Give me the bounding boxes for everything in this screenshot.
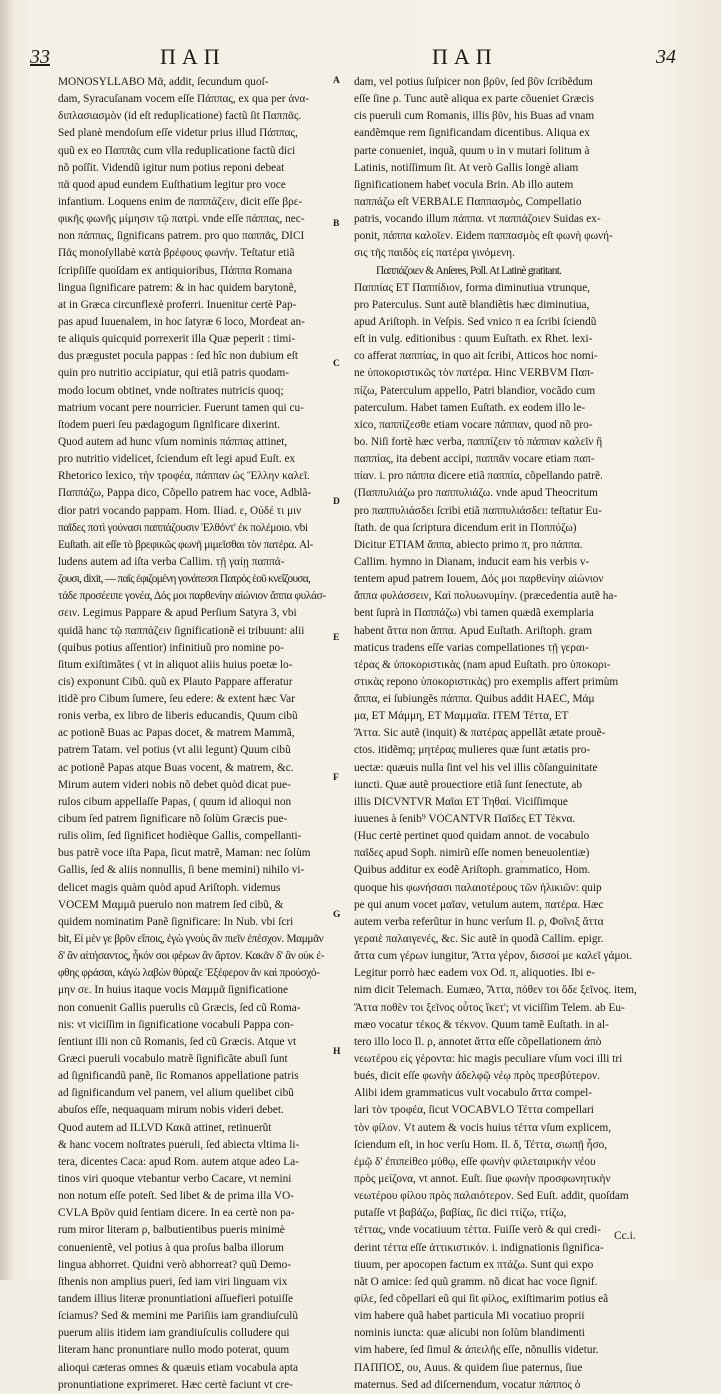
left-column-line: ronis verba, ex libro de liberis educandis, Quum cibũ	[58, 710, 298, 723]
right-page-number: 34	[656, 46, 676, 68]
left-column-line: ac potionẽ Buas ac Papas docet, & matrem Mammã,	[58, 727, 295, 740]
right-column-line: ſtath. de qua ſcriptura dicendum erit in Ποππύζω)	[354, 521, 577, 534]
right-column-line: παππάζω eſt VERBALE Παππασμὸς, Compellatio	[354, 195, 582, 208]
left-column-line: Quod autem ad hunc vſum nominis πάππας attinet,	[58, 435, 288, 448]
margin-letter-c: C	[333, 359, 340, 369]
left-column-line: pronuntiatione exprimeret. Hæc certè faciunt vt cre-	[58, 1378, 293, 1391]
left-column-line: ſthenis non amplius pueri, ſed iam viri linguam vix	[58, 1275, 288, 1288]
left-column-line: Quod autem ad ILLVD Κακᾶ attinet, retinuerũt	[58, 1121, 272, 1134]
left-column-line: cibum ſed patrem ſignificare nõ ſolùm Græcis pue-	[58, 813, 288, 826]
right-column-line: tiuum, per apocopen factum ex πτάζω. Sunt qui expo	[354, 1258, 594, 1271]
margin-letter-e: E	[333, 633, 340, 643]
right-column-line: apud Ariſtoph. in Veſpis. Sed vnico π ea ſcribi ſciendũ	[354, 315, 597, 328]
right-column-line: Παππάζοιεν & Anſeres, Poll. At Latinè gratitant.	[376, 264, 562, 277]
right-column-line: quoque his φωνήσασι παλαιοτέρους τῶν ἡλικιῶν: quip	[354, 881, 602, 894]
left-column-line: puerum aliis itidem iam grandiuſculis colludere qui	[58, 1327, 290, 1340]
left-column-line: φθης φράσαι, κἀγὼ λαβὼν θύραζε Ἐξέφερον ἂν καὶ προὐσχό-	[58, 967, 320, 980]
left-column-line: quidem nominatim Panẽ ſignificare: In Nub. vbi ſcri	[58, 915, 294, 928]
left-column-line: rulos cibum appellaſſe Papas, ( quum id alioqui non	[58, 795, 292, 808]
left-column-line: te aliquis quicquid porrexerit illa Quæ peperit : timi-	[58, 333, 296, 346]
margin-letter-a: A	[333, 76, 340, 86]
left-column-line: lingua abhorret. Quidni verò abhorreat? quũ Demo-	[58, 1258, 292, 1271]
left-column-line: quidã hanc τῷ παππάζειν ſignificationẽ ei tribuunt: alii	[58, 624, 305, 637]
right-column-line: Παππίας ET Παππίδιον, forma diminutiua vtrunque,	[354, 281, 591, 294]
right-column-line: ctos. itidẽmq; μητέρας mulieres quæ ſunt ætatis pro-	[354, 744, 591, 757]
left-column-line: Mirum autem videri nobis nõ debet quòd dicat pue-	[58, 778, 291, 791]
right-column-line: νεωτέρου εἰς γέροντα: hic magis peculiare vſum voci illi tri	[354, 1053, 623, 1066]
right-column-line: Alibi idem grammaticus vult vocabulo ἄττα compel-	[354, 1087, 593, 1100]
right-column-line: vim habere, ſed ſimul & ἀπειλῆς eſſe, nõnullis videtur.	[354, 1344, 599, 1357]
left-column-line: patrem Tatam. vel potius (vt alii legunt) Quum cibũ	[58, 744, 291, 757]
left-column-line: abuſos eſſe, nequaquam mirum nobis videri debet.	[58, 1104, 284, 1117]
right-column-line: autem verba referũtur in hunc verſum Il. ρ, Φοῖνιξ ἄττα	[354, 915, 604, 928]
margin-letter-f: F	[333, 773, 339, 783]
left-column-line: non πάππας, ſignificans patrem. pro quo παππᾶς, DICI	[58, 230, 305, 243]
left-column-line: non conuenit Gallis puerulis cũ Græcis, ſed cũ Roma-	[58, 1001, 301, 1014]
left-column-line: ſentiunt illi non cũ Romanis, ſed cũ Græcis. Atque vt	[58, 1035, 297, 1048]
left-column-line: pro nutritio videlicet, ſciendum eſt legi apud Euſt. ex	[58, 453, 296, 466]
right-column-line: Quibus additur ex eodẽ Ariſtoph. grammatico, Hom.	[354, 864, 591, 877]
left-column-line: dior patri vocando pappam. Hom. Iliad. ε, Οὐδέ τι μιν	[58, 504, 302, 517]
right-column-line: nominis iuncta: quæ alicubi non ſolùm blandimenti	[354, 1327, 585, 1340]
right-column-line: illis DICVNTVR Μαῖαι ET Τηθαί. Viciſſimque	[354, 795, 568, 808]
left-column-line: ludens autem ad iſta verba Callim. τῇ γαίῃ παππά-	[58, 555, 285, 568]
right-column-line: iuuenes à ſenib⁹ VOCANTVR Παῖδες ET Τέκνα.	[354, 813, 576, 826]
right-column-line: ΠΑΠΠΟΣ, ου, Auus. & quidem ſiue paternus, ſiue	[354, 1361, 583, 1374]
right-column-line: co afferat παππίας, in quo ait ſcribi, Atticos hoc nomi-	[354, 350, 598, 363]
left-column-line: Gallis, ſed & aliis nonnullis, ſi bene memini) nihilo vi-	[58, 864, 305, 877]
right-column-line: ἐμῷ δ' ἐπιπείθεο μύθῳ, eſſe φωνὴν φιλεταιρικὴν νέου	[354, 1155, 596, 1168]
right-column-line: dam, vel potius ſuſpicer non βρῦν, ſed βῦν ſcribẽdum	[354, 76, 593, 88]
right-column-line: vim habere quã habet particula Mi vocatiuo proprii	[354, 1310, 585, 1323]
left-column-line: tinos viri quoque vtebantur verbo Cacare, vt nemini	[58, 1173, 292, 1185]
left-column-line: διπλασιασμὸν (id eſt reduplicatione) factũ ſit Παππᾶς.	[58, 110, 302, 123]
right-column-line: pe qui anum vocet μαῖαν, vetulum autem, πατέρα. Hæc	[354, 898, 604, 911]
right-column-line: ſciendum eſt, in hoc verſu Hom. Il. δ, Τέττα, σιωπῇ ἧσο,	[354, 1138, 608, 1151]
left-column-line: ſciamus? Sed & memini me Pariſiis iam grandiuſculũ	[58, 1310, 299, 1323]
right-column-line: lari τὸν τροφέα, ſicut VOCABVLO Τέττα compellari	[354, 1104, 594, 1117]
left-column-line: delicet magis quàm quòd apud Ariſtoph. videmus	[58, 881, 281, 894]
right-column-line: xico, παππίζεσθε etiam vocare πάππαν, quod nõ pro-	[354, 418, 593, 431]
left-column-line: τάδε προσέειπε γονέα, Δός μοι παρθενίην αἰώνιον ἄππα φυλάσ-	[58, 590, 326, 603]
left-column-line: non notum eſſe poteſt. Sed libet & de prima illa VO-	[58, 1190, 295, 1203]
right-column-line: maticus tradens eſſe varias compellationes τῇ γεραι-	[354, 641, 589, 654]
left-column-line: & hanc vocem noſtrates pueruli, ſed abiecta vltima li-	[58, 1138, 300, 1151]
left-column-line: bit, Εἰ μὲν γε βρῦν εἴποις, ἐγὼ γνοὺς ἂν πιεῖν ἐπέσχον. Μαμμᾶν	[58, 933, 324, 946]
left-column-line: quũ ex eo Παππᾶς cum vlla reduplicatione factũ dici	[58, 144, 296, 157]
right-column-line: pro παππυλιάσδει ſcribi etiã παππυλιάσδει: teſtatur Eu-	[354, 504, 602, 517]
right-column-line: ἄππα φυλάσσειν, Καὶ πολυωνυμίην. (præcedentia autẽ ha-	[354, 590, 618, 603]
left-column-line: ſitum exiſtimãtes ( vt in aliquot aliis huius poetæ lo-	[58, 658, 293, 671]
left-column-line: Rhetorico lexico, τὴν τροφέα, πάππαν ὡς Ἕλλην καλεῖ.	[58, 470, 310, 483]
left-column-line: cis) exponunt Cibũ. quũ ex Plauto Pappare afferatur	[58, 675, 293, 688]
margin-letter-h: H	[333, 1047, 341, 1057]
left-column-line: ſcripſiſſe quoſdam ex antiquioribus, Πάππα Romana	[58, 264, 293, 277]
left-column-line: πᾶ quod apud eundem Euſthatium legitur pro voce	[58, 178, 286, 191]
right-column-line: πίζω, Paterculum appello, Patri blandior, vocãdo cum	[354, 384, 596, 397]
signature-mark: Cc.i.	[614, 1230, 636, 1242]
left-column-line: δ' ἂν αἰτήσαντος, ἧκόν σοι φέρων ἂν ἄρτον. Κακᾶν δ' ἂν οὐκ ἐ-	[58, 950, 325, 963]
left-running-title: ΠΑΠ	[160, 44, 226, 69]
right-column-line: nim dicit Telemach. Eumæo, Ἄττα, πόθεν τοι ὅδε ξεῖνος. item,	[354, 984, 637, 997]
left-text-column	[58, 74, 326, 1394]
right-column-line: putaſſe vt βαβάζω, βαβίας, ſic dici ττίζω, ττίζω,	[354, 1207, 567, 1220]
left-column-line: nõ poſſit. Videndũ igitur num potius reponi debeat	[58, 161, 285, 174]
left-column-line: nis: vt viciſſim in ſignificatione vocabuli Pappa con-	[58, 1018, 294, 1031]
left-column-line: conuenientẽ, vel potius à qua proſus balba illorum	[58, 1241, 284, 1254]
right-column-line: tentem apud patrem Iouem, Δός μοι παρθενίην αἰώνιον	[354, 573, 604, 586]
left-column-line: CVLA Βρῦν quid ſentiam dicere. In ea certè non pa-	[58, 1207, 295, 1220]
right-column-line: ne ὑποκοριστικῶς τὸν πατέρα. Hinc VERBVM Παπ-	[354, 367, 594, 380]
right-column-line: nãt O amice: ſed quũ gramm. nõ dicat hac voce ſignif.	[354, 1275, 598, 1288]
right-column-line: iuncti. Quæ autẽ prouectiore etiã ſunt ſenectute, ab	[354, 778, 583, 791]
right-column-line: patris, vocando illum πάππα. vt παππάζοιεν Suidas ex-	[354, 213, 601, 226]
left-column-line: φικῆς φωνῆς μίμησιν τῷ πατρὶ. vnde eſſe πάππας, nec-	[58, 213, 305, 226]
right-column-line: Ἄττα. Sic autẽ (inquit) & πατέρας appellãt ætate prouẽ-	[354, 727, 606, 740]
left-column-line: dam, Syracuſanam vocem eſſe Πάππας, ex qua per ἀνα-	[58, 93, 310, 106]
right-column-line: eſt in vulg. editionibus : quum Euſtath. ex Rhet. lexi-	[354, 333, 593, 346]
right-column-line: παππίας, ita debent accipi, παππᾶν vocare etiam παπ-	[354, 453, 595, 466]
left-column-line: ac potionẽ Papas atque Buas vocent, & matrem, &c.	[58, 761, 294, 774]
right-column-line: maternus. Sed ad diſcernendum, vocatur πάππος ὁ	[354, 1378, 581, 1391]
right-column-line: γεραιὲ παλαιγενές, &c. Sic autẽ in quodã Callim. epigr.	[354, 933, 604, 946]
left-column-line: ζουσι, dixit, — παῖς ἐφιζομένη γονάτεσσι Πατρὸς ἑοῦ κνεΐζουσα,	[58, 573, 311, 586]
left-column-line: alioqui cæteras omnes & quæuis etiam vocabula apta	[58, 1361, 298, 1374]
right-column-line: τέττας, vnde vocatiuum τέττα. Fuiſſe verò & qui credi-	[354, 1224, 601, 1237]
right-column-line: Callim. hymno in Dianam, inducit eam his verbis v-	[354, 555, 590, 568]
left-column-line: itidẽ pro Cibum ſumere, ſeu edere: & extent hæc Var	[58, 693, 295, 706]
left-column-line: quin pro nutritio accipiatur, qui etiã patris quodam-	[58, 367, 290, 380]
right-column-line: pro Paterculus. Sunt autẽ blandiẽtis hæc diminutiua,	[354, 298, 590, 311]
left-column-line: VOCEM Μαμμᾶ puerulo non matrem ſed cibũ, &	[58, 898, 284, 911]
left-column-line: lingua ſignificare patrem: & in hac quidem barytonẽ,	[58, 281, 297, 294]
right-column-line: Legitur porrò hæc eadem vox Od. π, aliquoties. Ibi e-	[354, 967, 595, 980]
right-column-line: cis pueruli cum Romanis, illis βῦν, his Buas ad vnam	[354, 110, 595, 123]
right-column-line: τὸν φίλον. Vt autem & vocis huius τέττα vſum explicem,	[354, 1121, 612, 1134]
right-column-line: bo. Niſi fortè hæc verba, παππίζειν τὸ πάππαν καλεῖν ἢ	[354, 435, 603, 448]
left-column-line: ad ſignificandũ panẽ, ſic Romanos appellatione patris	[58, 1070, 299, 1083]
margin-letter-b: B	[333, 219, 340, 229]
right-column-line: ſignificationem habet vocula Brin. Ab illo autem	[354, 178, 574, 191]
left-column-line: pas apud Iuuenalem, in hoc ſatyræ 6 loco, Mordeat an-	[58, 315, 305, 328]
left-column-line: παῖδες ποτὶ γούνασι παππάζουσιν Ἐλθόντ' ἐκ πολέμοιο. vbi	[58, 521, 308, 534]
left-column-line: ſtodem pueri ſeu pædagogum ſignificare dixerint.	[58, 418, 281, 431]
left-column-line: Παππάζω, Pappa dico, Cõpello patrem hac voce, Adblã-	[58, 487, 312, 500]
left-column-line: μην σε. In huius itaque vocis Μαμμᾶ ſignificatione	[58, 984, 289, 997]
right-column-line: bent ſuprà in Παππάζω) vbi tamen quædã exemplaria	[354, 607, 594, 620]
paper-speck	[210, 420, 213, 423]
right-column-line: paterculum. Habet tamen Euſtath. ex eodem illo le-	[354, 401, 586, 414]
right-column-line: φίλε, ſed cõpellari eũ qui ſit φίλος, exiſtimarim potius eã	[354, 1292, 609, 1305]
right-column-line: σις τῆς παιδὸς εἰς πατέρα γινόμενη.	[354, 247, 515, 260]
right-column-line: eandẽmque rem ſignificandam dicentibus. Aliqua ex	[354, 127, 590, 140]
left-column-line: matrium vocant pere nourricier. Fuerunt tamen qui cu-	[58, 401, 304, 414]
right-column-line: πίαν. i. pro πάππα dicere etiã παππία, cõpellando patrẽ.	[354, 470, 603, 483]
right-column-line: ἄττα cum γέρων iungitur, Ἄττα γέρον, δισσοί με καλεῖ γάμοι.	[354, 950, 633, 963]
right-column-line: derint τέττα eſſe ἀττικιστικόν. i. indignationis ſignifica-	[354, 1241, 604, 1254]
right-column-line: ἄππα, ei ſubiungẽs πάππα. Quibus addit HAEC, Μάμ	[354, 693, 595, 706]
right-column-line: παῖδες apud Soph. nimirũ eſſe nomen beneuolentiæ)	[354, 847, 590, 860]
right-column-line: (Παππυλιάζω pro παππυλιάζω. vnde apud Theocritum	[354, 487, 598, 500]
left-column-line: rum miror literam ρ, balbutientibus pueris minimè	[58, 1224, 285, 1237]
right-column-line: Ἄττα ποθὲν τοι ξεῖνος οὗτος ἵκετ'; vt viciſſim Telem. ab Eu-	[354, 1001, 625, 1014]
right-column-line: (Huc certè pertinet quod quidam annot. de vocabulo	[354, 830, 590, 843]
right-column-line: mæo vocatur τέκος & τέκνον. Quum tamẽ Euſtath. in al-	[354, 1018, 609, 1031]
right-running-title: ΠΑΠ	[432, 44, 498, 69]
left-column-line: at in Græca circunflexè proferri. Inuenitur certè Pap-	[58, 298, 297, 311]
left-column-line: dus prægustet pocula pappas : ſed hîc non dubium eſt	[58, 350, 299, 363]
right-column-line: bués, dicit eſſe φωνὴν ἀδελφῷ νέῳ πρὸς πρεσβύτερον.	[354, 1070, 600, 1083]
left-column-line: bus patrẽ voce iſta Papa, ſicut matrẽ, Maman: nec ſolùm	[58, 847, 311, 860]
left-column-line: Sed planè mendoſum eſſe videtur prius illud Πάππας,	[58, 127, 298, 140]
left-column-line: MONOSYLLABO Μᾶ, addit, ſecundum quoſ-	[58, 76, 269, 88]
right-column-line: μα, ET Μάμμη, ET Μαμμαῖα. ITEM Τέττα, ET	[354, 710, 569, 723]
paper-speck	[520, 860, 523, 863]
left-column-line: Græci pueruli vocabulo matrẽ ſignificãte abuſi ſunt	[58, 1053, 288, 1066]
gutter-shadow	[0, 0, 14, 1280]
right-column-line: τέρας & ὑποκοριστικὰς (nam apud Euſtath. pro ὑποκορι-	[354, 658, 611, 671]
left-column-line: ad ſignificandum vel panem, vel alium quelibet cibũ	[58, 1087, 294, 1100]
left-column-line: Euſtath. ait eſſe τὸ βρεφικῶς φωνῆ μιμεῖσθαι τὸν πατέρα. Al-	[58, 538, 313, 551]
right-column-line: Dicitur ETIAM ἄππα, abiecto primo π, pro πάππα.	[354, 538, 583, 551]
left-column-line: σειν. Legimus Pappare & apud Perſium Satyra 3, vbi	[58, 607, 297, 620]
right-column-line: eſſe ſine ρ. Tunc autẽ aliqua ex parte cõueniet Græcis	[354, 93, 594, 106]
right-column-line: πρὸς μείζονα, vt annot. Euſt. ſiue φωνὴν προσφωνητικὴν	[354, 1173, 611, 1185]
left-column-line: (quibus potius aſſentior) infinitiuũ pro nomine po-	[58, 641, 284, 654]
right-column-line: parte conueniet, inquã, quum υ in v mutari ſolitum à	[354, 144, 590, 157]
left-column-line: tera, dicentes Caca: apud Rom. autem atque adeo La-	[58, 1155, 299, 1168]
right-column-line: στικὰς repono ὑποκοριστικὰς) pro exemplis affert primùm	[354, 675, 619, 688]
margin-letter-d: D	[333, 497, 340, 507]
right-column-line: tero illo loco Il. ρ, annotet ἄττα eſſe cõpellationem ἀπὸ	[354, 1035, 602, 1048]
left-column-line: Πᾶς monoſyllabè κατὰ βρέφους φωνήν. Teſtatur etiã	[58, 247, 295, 260]
right-column-line: Latinis, notiſſimum ſit. At verò Gallis longè aliam	[354, 161, 579, 174]
right-text-column	[354, 74, 664, 1394]
left-column-line: infantium. Loquens enim de παππάζειν, dicit eſſe βρε-	[58, 195, 303, 208]
right-column-line: νεωτέρου φίλου πρὸς παλαιότερον. Sed Euſt. addit, quoſdam	[354, 1190, 629, 1203]
left-column-line: literam hanc pronuntiare nullo modo poterat, quum	[58, 1344, 290, 1357]
right-column-line: ponit, πάππα καλοῖεν. Eidem παππασμὸς eſt φωνὴ φωνή-	[354, 230, 613, 243]
left-column-line: modo locum obtinet, vnde noſtrates nutricis quoq;	[58, 384, 284, 397]
left-column-line: rulis olim, ſed ſignificet hodièque Gallis, compellanti-	[58, 830, 302, 843]
left-page-number: 33	[30, 46, 50, 68]
right-column-line: habent ἄττα non ἄππα. Apud Euſtath. Ariſtoph. gram	[354, 624, 593, 637]
left-column-line: tandem illius literæ pronuntiationi aſſuefieri potuiſſe	[58, 1292, 293, 1305]
right-column-line: uectæ: quæuis nulla ſint vel his vel illis cõſanguinitate	[354, 761, 598, 774]
margin-letter-g: G	[333, 910, 341, 920]
